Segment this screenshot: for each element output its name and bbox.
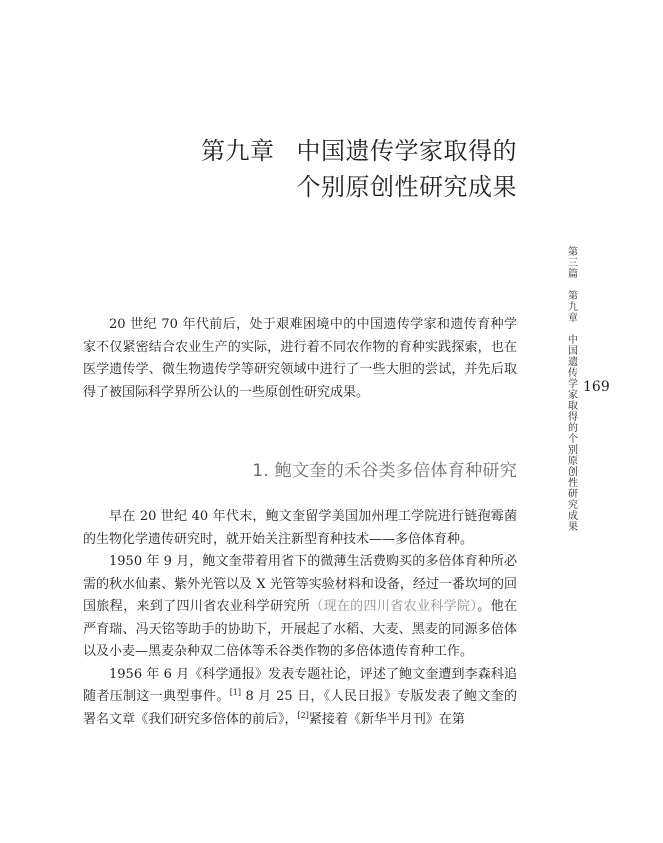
section-heading: 1. 鲍文奎的禾谷类多倍体育种研究	[252, 461, 517, 481]
chapter-number: 第九章	[201, 137, 275, 165]
intro-paragraph: 20 世纪 70 年代前后，处于艰难困境中的中国遗传学家和遗传育种学家不仅紧密结合农业生产的实际，进行着不同农作物的育种实践探索，也在医学遗传学、微生物遗传学等研究领域中进行了一些大胆的尝试，并先后取得了被国际科学界所公认的一些原创性研究成果。	[83, 317, 517, 400]
paragraph-3-text-a: 1956 年 6 月《科学通报》发表专题社论，评述了鲍文奎遭到李森科追随者压制这一典型事件。	[83, 666, 517, 704]
section-body	[83, 506, 517, 731]
chapter-title-line-1	[97, 133, 517, 169]
paragraph-2	[83, 551, 517, 664]
chapter-title	[97, 133, 517, 205]
footnote-ref-2[interactable]: [2]	[297, 710, 309, 720]
paragraph-3-text-b: 8 月 25 日，《人民日报》专版发表了鲍文奎的署名文章《我们研究多倍体的前后》，	[83, 689, 517, 727]
side-running-header	[566, 247, 580, 533]
paragraph-2-text-a: 1950 年 9 月，鲍文奎带着用省下的微薄生活费购买的多倍体育种所必需的秋水仙素、紫外光管以及 X 光管等实验材料和设备，经过一番坎坷的回国旅程，来到了四川省农业科学研究所	[83, 554, 517, 614]
paragraph-2-text-b: 。他在严育瑞、冯天铭等助手的协助下，开展起了水稻、大麦、黑麦的同源多倍体以及小麦—黑麦杂种双二倍体等禾谷类作物的多倍体遗传育种工作。	[83, 599, 517, 659]
intro-text	[83, 314, 517, 404]
side-rail-chapter: 第 九 章	[568, 291, 578, 324]
paragraph-1: 早在 20 世纪 40 年代末，鲍文奎留学美国加州理工学院进行链孢霉菌的生物化学遗传研究时，就开始关注新型育种技术——多倍体育种。	[83, 509, 517, 547]
page-number: 169	[583, 379, 610, 395]
chapter-title-text-1: 中国遗传学家取得的	[296, 137, 517, 165]
side-rail-title: 中 国 遗 传 学 家 取 得 的 个 别 原 创 性 研 究 成 果	[568, 335, 578, 533]
chapter-title-line-2: 个别原创性研究成果	[296, 173, 517, 201]
paragraph-3	[83, 664, 517, 732]
side-rail-part: 第 三 篇	[568, 247, 578, 280]
paragraph-2-note: （现在的四川省农业科学院）	[310, 599, 478, 614]
paragraph-3-text-c: 紧接着《新华半月刊》在第	[308, 711, 465, 727]
footnote-ref-1[interactable]: [1]	[229, 688, 242, 697]
